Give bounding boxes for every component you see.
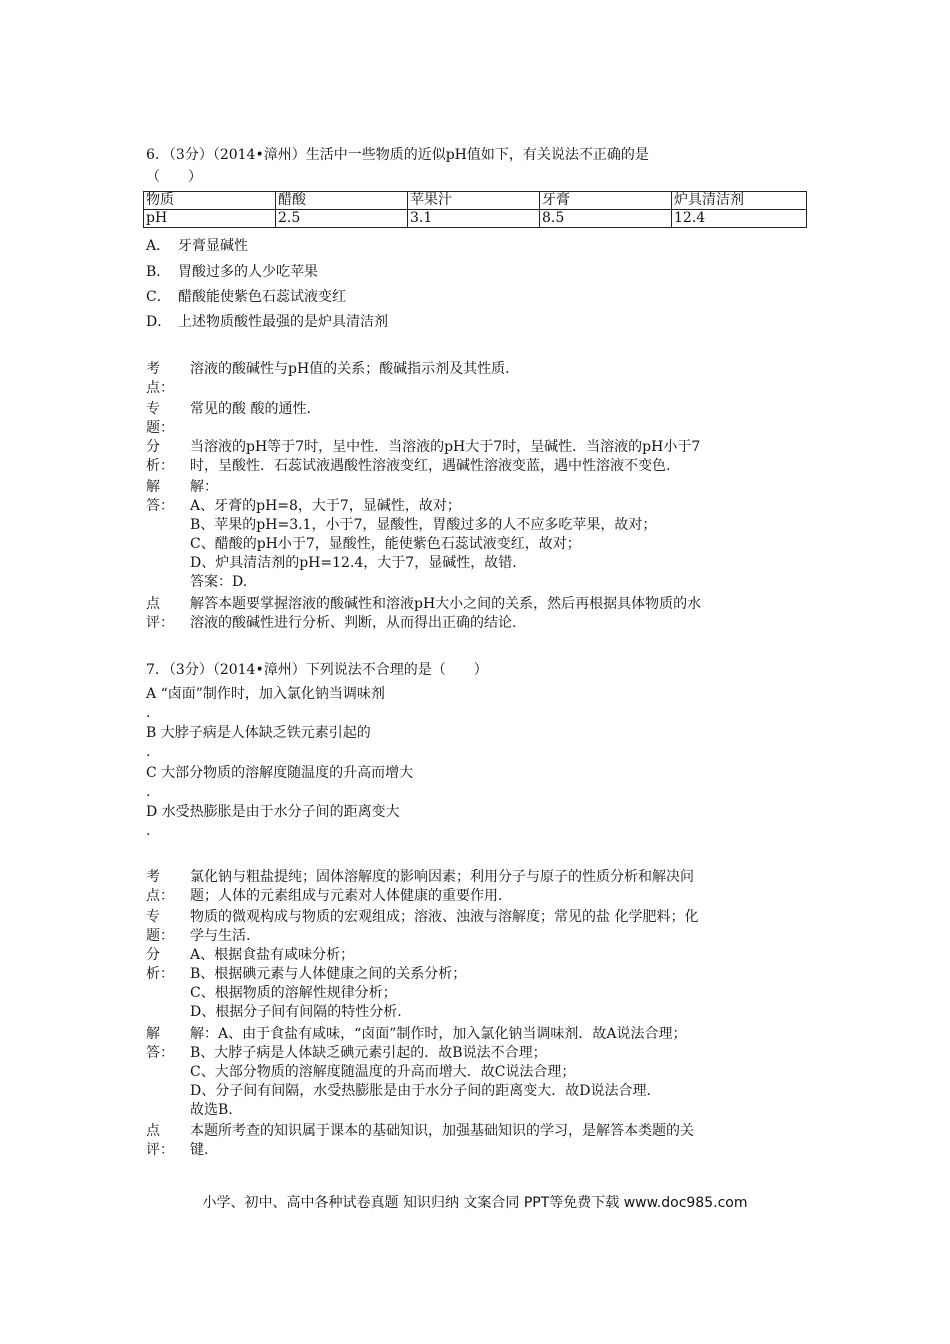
- option-letter: D．: [146, 314, 172, 330]
- table-cell: 8.5: [540, 210, 672, 228]
- zhuanti-label: 专 题：: [146, 909, 174, 944]
- option-text: 醋酸能使紫色石蕊试液变红: [178, 289, 346, 305]
- option-d: [146, 312, 388, 332]
- option-text: 上述物质酸性最强的是炉具清洁剂: [178, 314, 388, 330]
- fenxi-label: 分 析：: [146, 439, 174, 474]
- table-cell: pH: [144, 210, 276, 228]
- kaodian-text: 氯化钠与粗盐提纯；固体溶解度的影响因素；利用分子与原子的性质分析和解决问 题；人体的元素组成与元素对人体健康的重要作用.: [190, 869, 694, 904]
- option-letter: A: [146, 686, 157, 702]
- option-b: [146, 723, 371, 743]
- table-cell: 12.4: [672, 210, 807, 228]
- dianping-label: 点 评：: [146, 596, 174, 631]
- option-c: [146, 763, 413, 783]
- question-6-stem-blank: （ ）: [146, 169, 202, 185]
- option-letter: C．: [146, 289, 171, 305]
- option-text: 水受热膨胀是由于水分子间的距离变大: [161, 804, 400, 820]
- table-cell: 牙膏: [540, 192, 672, 210]
- option-c: [146, 287, 346, 307]
- table-cell: 苹果汁: [408, 192, 540, 210]
- option-text: 胃酸过多的人少吃苹果: [178, 264, 318, 280]
- table-cell: 物质: [144, 192, 276, 210]
- dianping-text: 解答本题要掌握溶液的酸碱性和溶液pH大小之间的关系，然后再根据具体物质的水 溶液的酸碱性进行分析、判断，从而得出正确的结论.: [190, 596, 702, 631]
- option-letter: D: [146, 804, 158, 820]
- jieda-label: 解 答：: [146, 1026, 174, 1061]
- option-text: 大脖子病是人体缺乏铁元素引起的: [160, 725, 371, 741]
- option-text: 牙膏显碱性: [178, 238, 248, 254]
- option-a: [146, 684, 385, 704]
- kaodian-label: 考 点：: [146, 361, 174, 396]
- table-cell: 炉具清洁剂: [672, 192, 807, 210]
- fenxi-text: 当溶液的pH等于7时，呈中性．当溶液的pH大于7时，呈碱性．当溶液的pH小于7 时，呈酸性．石蕊试液遇酸性溶液变红，遇碱性溶液变蓝，遇中性溶液不变色.: [190, 439, 701, 474]
- kaodian-text: 溶液的酸碱性与pH值的关系；酸碱指示剂及其性质.: [190, 361, 510, 377]
- option-b: [146, 262, 318, 282]
- question-7-stem: 7．（3分）（2014•漳州）下列说法不合理的是（ ）: [146, 662, 488, 678]
- kaodian-label: 考 点：: [146, 869, 174, 904]
- option-d: [146, 802, 400, 822]
- option-dot: .: [146, 705, 151, 721]
- ph-table: [143, 191, 807, 228]
- zhuanti-text: 常见的酸 酸的通性.: [190, 401, 311, 417]
- option-dot: .: [146, 823, 151, 839]
- option-letter: A．: [146, 238, 171, 254]
- table-cell: 3.1: [408, 210, 540, 228]
- dianping-label: 点 评：: [146, 1123, 174, 1158]
- option-text: “卤面”制作时，加入氯化钠当调味剂: [160, 686, 385, 702]
- jieda-label: 解 答：: [146, 479, 174, 514]
- option-dot: .: [146, 744, 151, 760]
- table-cell: 醋酸: [276, 192, 408, 210]
- zhuanti-text: 物质的微观构成与物质的宏观组成；溶液、浊液与溶解度；常见的盐 化学肥料；化 学与生活.: [190, 909, 699, 944]
- jieda-text: 解：A、由于食盐有咸味，“卤面”制作时，加入氯化钠当调味剂．故A说法合理； B、大脖子病是人体缺乏碘元素引起的．故B说法不合理； C、大部分物质的溶解度随温度的升高而增大．故C说法合理； D、分子间有间隔，水受热膨胀是由于水分子间的距离变大．故D说法合理． 故选B.: [190, 1026, 687, 1118]
- table-row: [144, 210, 807, 228]
- option-letter: B: [146, 725, 157, 741]
- option-letter: C: [146, 765, 157, 781]
- jieda-text: 解： A、牙膏的pH=8，大于7，显碱性，故对； B、苹果的pH=3.1，小于7，显酸性，胃酸过多的人不应多吃苹果，故对； C、醋酸的pH小于7，显酸性，能使紫色石蕊试液变红，故对； D、炉具清洁剂的pH=12.4，大于7，显碱性，故错. 答案：D.: [190, 479, 657, 590]
- footer-text: 小学、初中、高中各种试卷真题 知识归纳 文案合同 PPT等免费下载 www.doc985.com: [202, 1195, 748, 1211]
- option-letter: B．: [146, 264, 171, 280]
- option-text: 大部分物质的溶解度随温度的升高而增大: [161, 765, 414, 781]
- question-6-stem: 6．（3分）（2014•漳州）生活中一些物质的近似pH值如下，有关说法不正确的是: [146, 147, 649, 163]
- table-row: [144, 192, 807, 210]
- fenxi-text: A、根据食盐有咸味分析； B、根据碘元素与人体健康之间的关系分析； C、根据物质的溶解性规律分析； D、根据分子间有间隔的特性分析.: [190, 947, 467, 1020]
- option-dot: .: [146, 784, 151, 800]
- option-a: [146, 236, 248, 256]
- dianping-text: 本题所考查的知识属于课本的基础知识，加强基础知识的学习，是解答本类题的关 键.: [190, 1123, 694, 1158]
- table-cell: 2.5: [276, 210, 408, 228]
- fenxi-label: 分 析：: [146, 947, 174, 982]
- zhuanti-label: 专 题：: [146, 401, 174, 436]
